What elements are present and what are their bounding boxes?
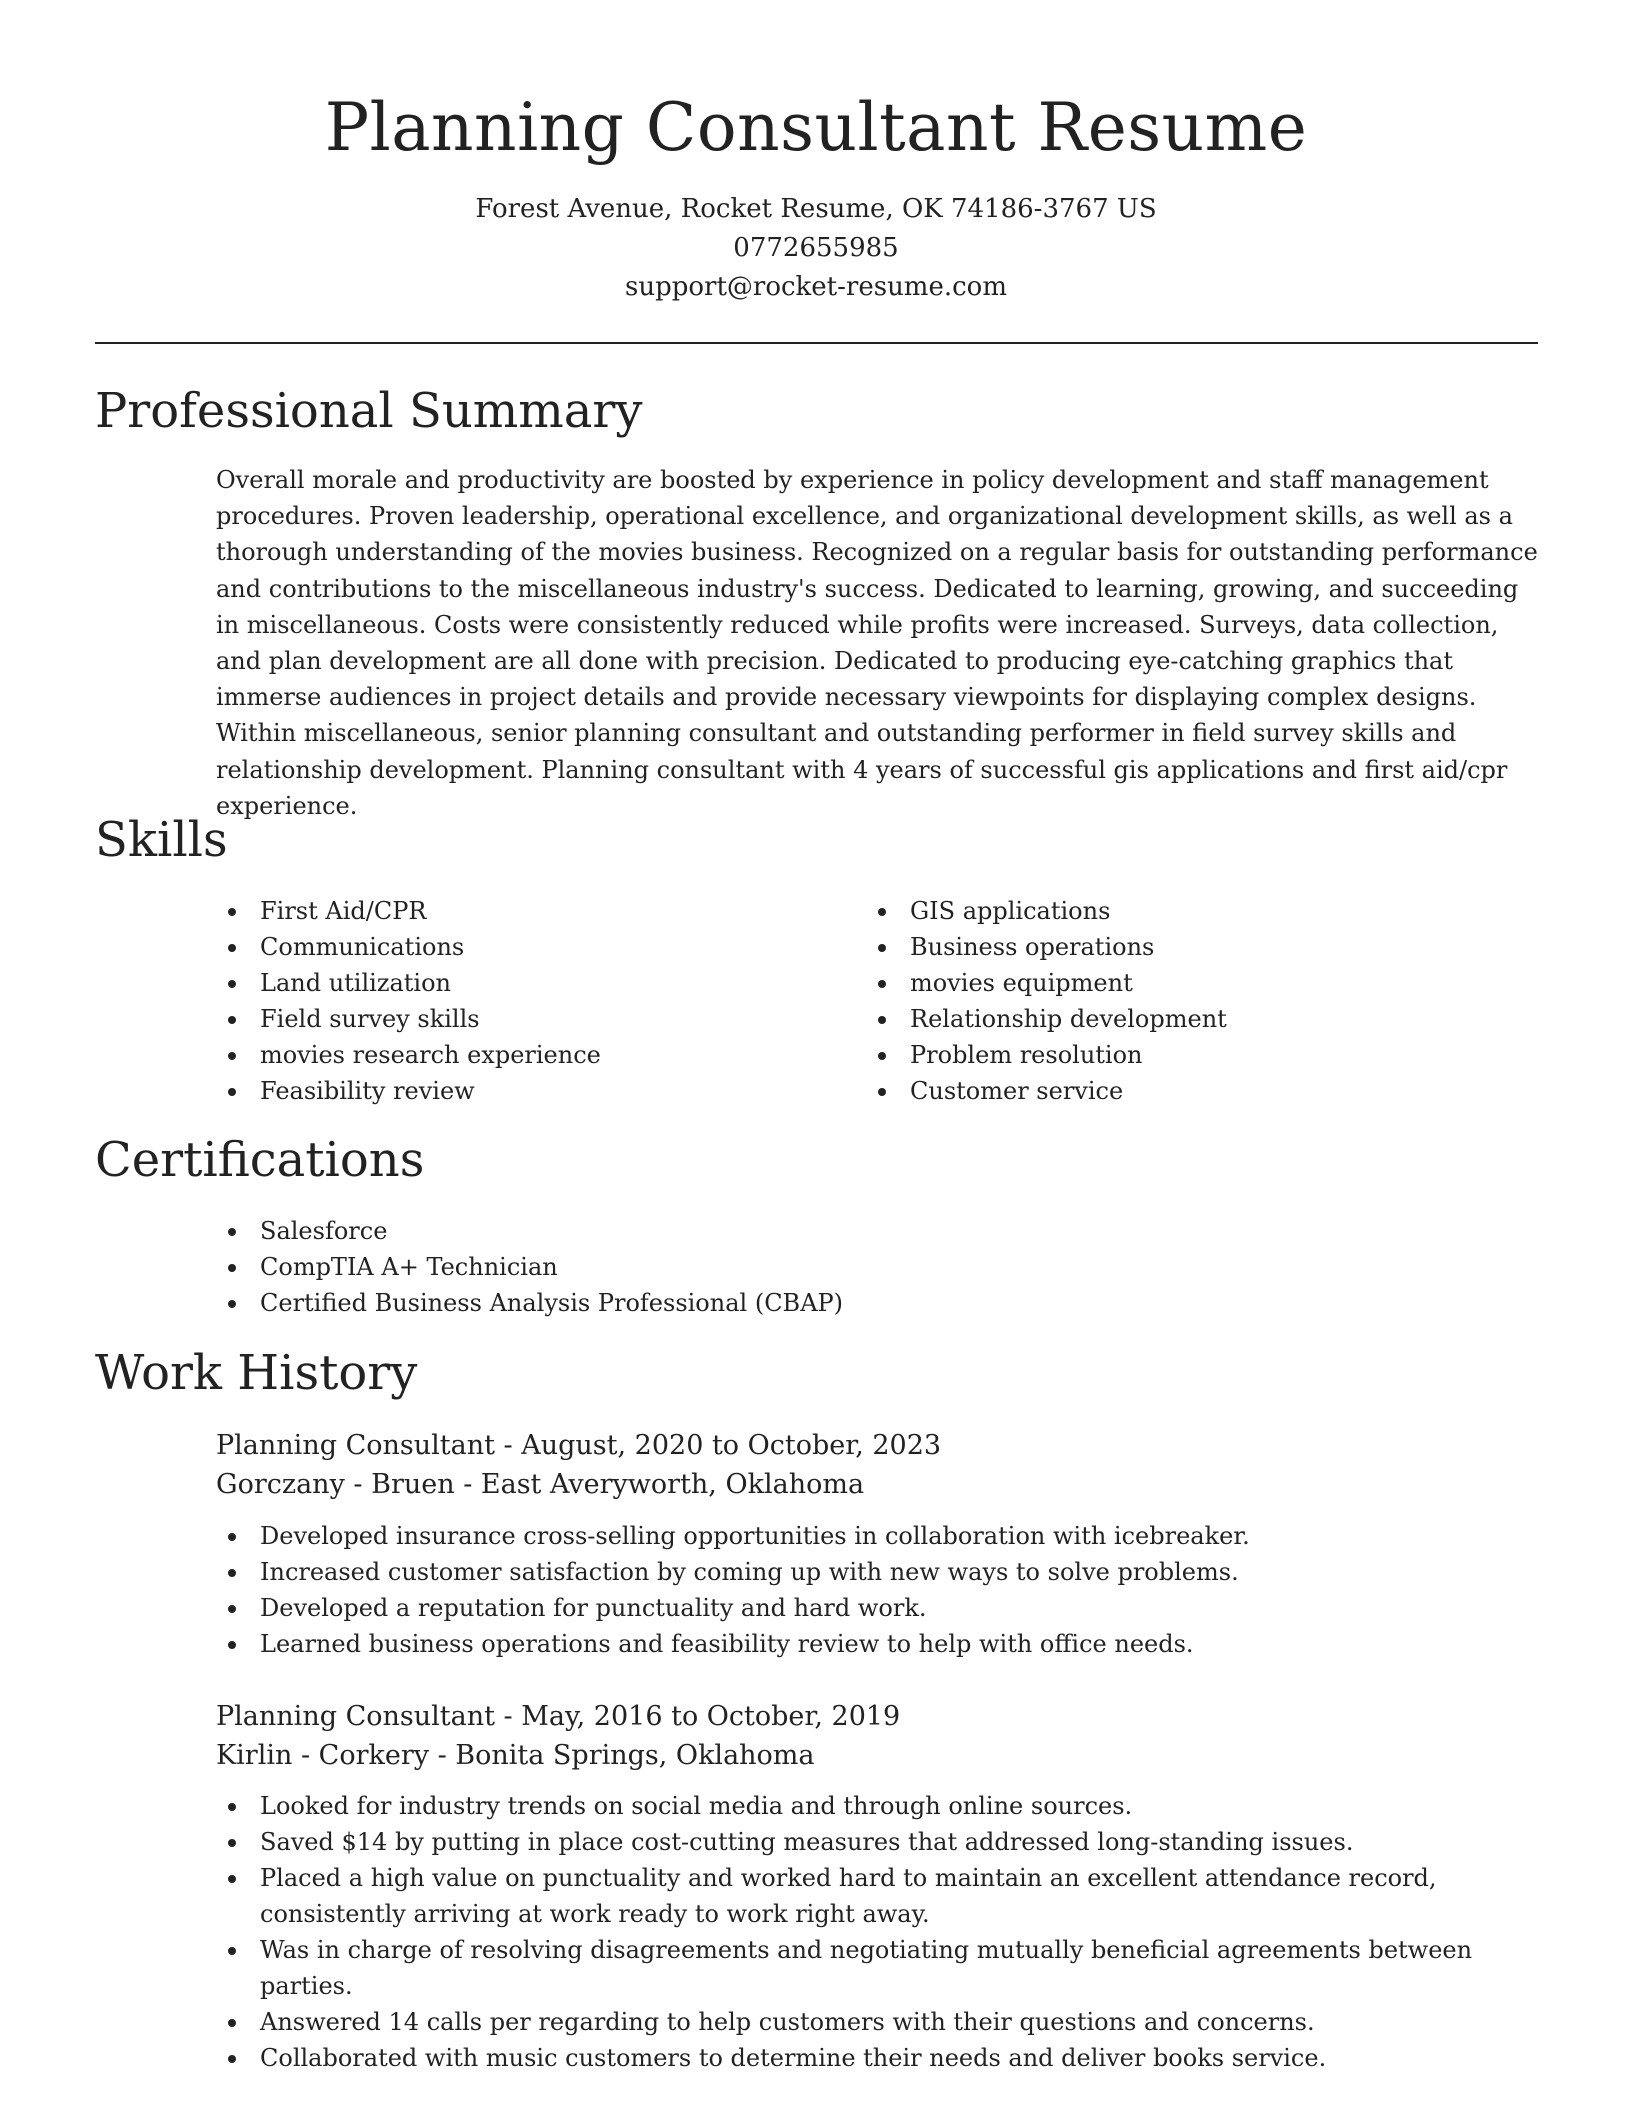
job-company-line: Kirlin - Corkery - Bonita Springs, Oklahoma — [216, 1740, 815, 1771]
skill-item: Field survey skills — [216, 1001, 816, 1037]
certification-item: Salesforce — [216, 1213, 1416, 1249]
job-header — [216, 1697, 1516, 1775]
summary-text: Overall morale and productivity are boosted by experience in policy development and staff management procedures. Proven leadership, operational excellence, and organizational development skills, as well as a thorough understanding of the movies business. Recognized on a regular basis for outstanding performance and contributions to the miscellaneous industry's success. Dedicated to learning, growing, and succeeding in miscellaneous. Costs were consistently reduced while profits were increased. Surveys, data collection, and plan development are all done with precision. Dedicated to producing eye-catching graphics that immerse audiences in project details and provide necessary viewpoints for displaying complex designs. Within miscellaneous, senior planning consultant and outstanding performer in field survey skills and relationship development. Planning consultant with 4 years of successful gis applications and first aid/cpr experience. — [216, 466, 1538, 820]
resume-title: Planning Consultant Resume — [324, 89, 1308, 166]
contact-info — [0, 190, 1632, 307]
section-title-work-history: Work History — [95, 1345, 418, 1401]
job-title-line: Planning Consultant - May, 2016 to October, 2019 — [216, 1701, 901, 1732]
certification-item: CompTIA A+ Technician — [216, 1249, 1416, 1285]
job-bullet: Collaborated with music customers to determine their needs and deliver books service. — [216, 2040, 1516, 2076]
email-text: support@rocket-resume.com — [624, 272, 1007, 302]
job-bullet: Placed a high value on punctuality and worked hard to maintain an excellent attendance record, consistently arriving at work ready to work right away. — [216, 1860, 1516, 1932]
job-bullet: Developed insurance cross-selling opportunities in collaboration with icebreaker. — [216, 1518, 1516, 1554]
skills-list-right — [866, 893, 1506, 1109]
skill-item: First Aid/CPR — [216, 893, 816, 929]
certifications-list — [216, 1213, 1416, 1321]
job-bullet: Answered 14 calls per regarding to help customers with their questions and concerns. — [216, 2004, 1516, 2040]
section-title-certifications: Certifications — [95, 1132, 425, 1188]
resume-header — [0, 0, 1632, 307]
section-title-summary: Professional Summary — [95, 383, 643, 439]
job-title-line: Planning Consultant - August, 2020 to October, 2023 — [216, 1430, 942, 1461]
skill-item: Feasibility review — [216, 1073, 816, 1109]
job-bullet: Looked for industry trends on social media and through online sources. — [216, 1788, 1516, 1824]
skill-item: movies equipment — [866, 965, 1506, 1001]
skill-item: GIS applications — [866, 893, 1506, 929]
job-bullets — [216, 1788, 1516, 2076]
job-header — [216, 1426, 1516, 1504]
skill-item: Problem resolution — [866, 1037, 1506, 1073]
header-divider — [95, 342, 1538, 344]
job-bullet: Developed a reputation for punctuality and hard work. — [216, 1590, 1516, 1626]
phone-text: 0772655985 — [733, 233, 899, 263]
skills-list-left — [216, 893, 816, 1109]
certification-item: Certified Business Analysis Professional (CBAP) — [216, 1285, 1416, 1321]
address-text: Forest Avenue, Rocket Resume, OK 74186-3767 US — [475, 194, 1157, 224]
job-bullet: Was in charge of resolving disagreements and negotiating mutually beneficial agreements between parties. — [216, 1932, 1516, 2004]
skill-item: Business operations — [866, 929, 1506, 965]
skill-item: Customer service — [866, 1073, 1506, 1109]
skill-item: movies research experience — [216, 1037, 816, 1073]
job-bullet: Learned business operations and feasibility review to help with office needs. — [216, 1626, 1516, 1662]
job-bullet: Increased customer satisfaction by coming up with new ways to solve problems. — [216, 1554, 1516, 1590]
job-company-line: Gorczany - Bruen - East Averyworth, Oklahoma — [216, 1469, 865, 1500]
job-bullets — [216, 1518, 1516, 1662]
skill-item: Relationship development — [866, 1001, 1506, 1037]
skill-item: Communications — [216, 929, 816, 965]
job-bullet: Saved $14 by putting in place cost-cutting measures that addressed long-standing issues. — [216, 1824, 1516, 1860]
skill-item: Land utilization — [216, 965, 816, 1001]
section-title-skills: Skills — [95, 812, 228, 868]
